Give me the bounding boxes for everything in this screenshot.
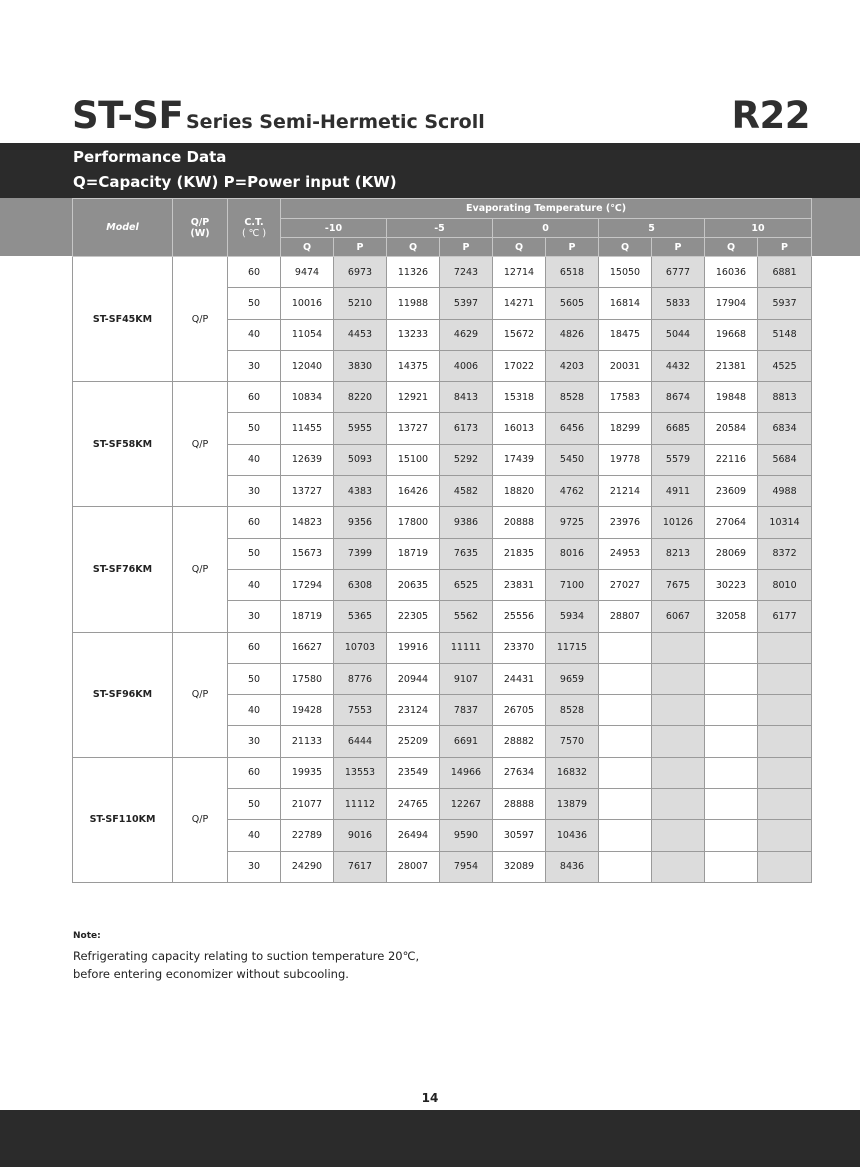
evap-temp-header: Evaporating Temperature (℃) xyxy=(281,199,812,219)
capacity-value-cell: 9474 xyxy=(281,257,334,288)
capacity-value-cell: 19935 xyxy=(281,757,334,788)
ct-header-unit: ( ℃ ) xyxy=(241,227,267,239)
power-value-cell: 4911 xyxy=(652,476,705,507)
power-value-cell: 13879 xyxy=(546,789,599,820)
capacity-value-cell: 15672 xyxy=(493,319,546,350)
power-value-cell: 5934 xyxy=(546,601,599,632)
section-legend: Q=Capacity (KW) P=Power input (KW) xyxy=(73,173,397,191)
power-value-cell xyxy=(758,726,812,757)
power-value-cell: 5292 xyxy=(440,444,493,475)
power-value-cell: 11715 xyxy=(546,632,599,663)
capacity-value-cell: 27064 xyxy=(705,507,758,538)
power-value-cell: 10126 xyxy=(652,507,705,538)
capacity-value-cell: 23831 xyxy=(493,569,546,600)
table-row xyxy=(73,257,812,288)
power-value-cell: 7837 xyxy=(440,695,493,726)
power-value-cell: 9107 xyxy=(440,663,493,694)
p-header-cell: P xyxy=(546,238,599,257)
power-value-cell: 7570 xyxy=(546,726,599,757)
power-value-cell: 7675 xyxy=(652,569,705,600)
power-value-cell: 6444 xyxy=(334,726,387,757)
note-line-2: before entering economizer without subcooling. xyxy=(73,967,349,981)
capacity-value-cell: 15673 xyxy=(281,538,334,569)
capacity-value-cell: 14375 xyxy=(387,350,440,381)
capacity-value-cell: 20888 xyxy=(493,507,546,538)
power-value-cell: 8213 xyxy=(652,538,705,569)
capacity-value-cell: 19778 xyxy=(599,444,652,475)
capacity-value-cell: 15050 xyxy=(599,257,652,288)
q-header-cell: Q xyxy=(599,238,652,257)
power-value-cell xyxy=(758,820,812,851)
ct-cell: 50 xyxy=(228,789,281,820)
power-value-cell: 5148 xyxy=(758,319,812,350)
capacity-value-cell: 23370 xyxy=(493,632,546,663)
capacity-value-cell xyxy=(705,757,758,788)
capacity-value-cell: 14823 xyxy=(281,507,334,538)
ct-cell: 60 xyxy=(228,632,281,663)
evap-temp-cell: 10 xyxy=(705,219,812,238)
power-value-cell xyxy=(652,757,705,788)
power-value-cell: 8528 xyxy=(546,695,599,726)
table-body xyxy=(73,257,812,883)
power-value-cell: 8016 xyxy=(546,538,599,569)
power-value-cell: 8813 xyxy=(758,382,812,413)
capacity-value-cell: 20031 xyxy=(599,350,652,381)
capacity-value-cell: 10016 xyxy=(281,288,334,319)
model-name-cell: ST-SF45KM xyxy=(73,257,173,382)
power-value-cell: 8776 xyxy=(334,663,387,694)
capacity-value-cell: 22789 xyxy=(281,820,334,851)
power-value-cell: 10703 xyxy=(334,632,387,663)
power-value-cell: 8220 xyxy=(334,382,387,413)
power-value-cell: 5093 xyxy=(334,444,387,475)
q-header-cell: Q xyxy=(705,238,758,257)
power-value-cell xyxy=(758,695,812,726)
power-value-cell: 9659 xyxy=(546,663,599,694)
note-label: Note: xyxy=(73,931,101,941)
power-value-cell: 4582 xyxy=(440,476,493,507)
model-name-cell: ST-SF58KM xyxy=(73,382,173,507)
p-header-cell: P xyxy=(440,238,493,257)
capacity-value-cell: 19916 xyxy=(387,632,440,663)
capacity-value-cell: 28807 xyxy=(599,601,652,632)
power-value-cell: 5044 xyxy=(652,319,705,350)
power-value-cell: 6173 xyxy=(440,413,493,444)
capacity-value-cell: 17294 xyxy=(281,569,334,600)
power-value-cell xyxy=(652,695,705,726)
power-value-cell: 4383 xyxy=(334,476,387,507)
power-value-cell: 7243 xyxy=(440,257,493,288)
capacity-value-cell: 20635 xyxy=(387,569,440,600)
power-value-cell: 6308 xyxy=(334,569,387,600)
refrigerant-code: R22 xyxy=(731,94,810,137)
capacity-value-cell: 23549 xyxy=(387,757,440,788)
power-value-cell: 5579 xyxy=(652,444,705,475)
ct-cell: 30 xyxy=(228,851,281,882)
capacity-value-cell: 21214 xyxy=(599,476,652,507)
capacity-value-cell: 23609 xyxy=(705,476,758,507)
capacity-value-cell: 16627 xyxy=(281,632,334,663)
capacity-value-cell: 21381 xyxy=(705,350,758,381)
capacity-value-cell: 27634 xyxy=(493,757,546,788)
capacity-value-cell xyxy=(705,632,758,663)
capacity-value-cell: 17904 xyxy=(705,288,758,319)
ct-cell: 50 xyxy=(228,413,281,444)
capacity-value-cell: 17022 xyxy=(493,350,546,381)
evap-temp-cell: 0 xyxy=(493,219,599,238)
qp-cell: Q/P xyxy=(173,507,228,632)
capacity-value-cell: 12921 xyxy=(387,382,440,413)
ct-cell: 50 xyxy=(228,663,281,694)
power-value-cell: 5605 xyxy=(546,288,599,319)
capacity-value-cell xyxy=(705,663,758,694)
power-value-cell: 9725 xyxy=(546,507,599,538)
capacity-value-cell: 13233 xyxy=(387,319,440,350)
capacity-value-cell: 23976 xyxy=(599,507,652,538)
capacity-value-cell: 20944 xyxy=(387,663,440,694)
capacity-value-cell: 15318 xyxy=(493,382,546,413)
capacity-value-cell: 30223 xyxy=(705,569,758,600)
capacity-value-cell xyxy=(705,820,758,851)
p-header-cell: P xyxy=(758,238,812,257)
qp-cell: Q/P xyxy=(173,632,228,757)
capacity-value-cell: 27027 xyxy=(599,569,652,600)
capacity-value-cell: 13727 xyxy=(281,476,334,507)
ct-cell: 30 xyxy=(228,476,281,507)
table-row xyxy=(73,382,812,413)
capacity-value-cell: 18299 xyxy=(599,413,652,444)
capacity-value-cell: 11054 xyxy=(281,319,334,350)
ct-cell: 60 xyxy=(228,257,281,288)
capacity-value-cell xyxy=(599,789,652,820)
capacity-value-cell: 17580 xyxy=(281,663,334,694)
power-value-cell xyxy=(758,663,812,694)
capacity-value-cell xyxy=(599,632,652,663)
power-value-cell xyxy=(758,851,812,882)
capacity-value-cell: 20584 xyxy=(705,413,758,444)
note-text xyxy=(73,947,473,983)
power-value-cell: 6691 xyxy=(440,726,493,757)
power-value-cell: 11112 xyxy=(334,789,387,820)
power-value-cell: 4453 xyxy=(334,319,387,350)
power-value-cell: 6518 xyxy=(546,257,599,288)
capacity-value-cell xyxy=(599,757,652,788)
capacity-value-cell: 24953 xyxy=(599,538,652,569)
capacity-value-cell: 16814 xyxy=(599,288,652,319)
qp-cell: Q/P xyxy=(173,757,228,882)
power-value-cell xyxy=(652,820,705,851)
capacity-value-cell: 32089 xyxy=(493,851,546,882)
series-code: ST-SF xyxy=(72,94,184,137)
power-value-cell: 5955 xyxy=(334,413,387,444)
power-value-cell: 4432 xyxy=(652,350,705,381)
qp-header-unit: (W) xyxy=(190,227,210,239)
power-value-cell xyxy=(652,726,705,757)
capacity-value-cell: 26494 xyxy=(387,820,440,851)
power-value-cell xyxy=(758,632,812,663)
ct-cell: 40 xyxy=(228,569,281,600)
capacity-value-cell: 32058 xyxy=(705,601,758,632)
evap-temp-cell: -10 xyxy=(281,219,387,238)
power-value-cell: 4525 xyxy=(758,350,812,381)
ct-cell: 40 xyxy=(228,820,281,851)
power-value-cell: 6067 xyxy=(652,601,705,632)
power-value-cell: 6834 xyxy=(758,413,812,444)
capacity-value-cell: 24765 xyxy=(387,789,440,820)
capacity-value-cell: 14271 xyxy=(493,288,546,319)
table-head xyxy=(73,199,812,257)
capacity-value-cell: 17583 xyxy=(599,382,652,413)
capacity-value-cell: 26705 xyxy=(493,695,546,726)
power-value-cell: 3830 xyxy=(334,350,387,381)
p-header-cell: P xyxy=(652,238,705,257)
power-value-cell xyxy=(758,789,812,820)
capacity-value-cell xyxy=(599,851,652,882)
capacity-value-cell: 17800 xyxy=(387,507,440,538)
power-value-cell: 11111 xyxy=(440,632,493,663)
power-value-cell xyxy=(652,663,705,694)
page-header xyxy=(72,94,812,140)
model-name-cell: ST-SF76KM xyxy=(73,507,173,632)
power-value-cell: 10436 xyxy=(546,820,599,851)
capacity-value-cell: 16013 xyxy=(493,413,546,444)
qp-cell: Q/P xyxy=(173,257,228,382)
power-value-cell: 8436 xyxy=(546,851,599,882)
performance-table xyxy=(72,198,812,883)
power-value-cell: 6973 xyxy=(334,257,387,288)
ct-cell: 40 xyxy=(228,444,281,475)
capacity-value-cell: 16426 xyxy=(387,476,440,507)
capacity-value-cell: 12040 xyxy=(281,350,334,381)
ct-cell: 40 xyxy=(228,695,281,726)
power-value-cell: 7553 xyxy=(334,695,387,726)
power-value-cell xyxy=(652,851,705,882)
ct-cell: 60 xyxy=(228,757,281,788)
model-column-header: Model xyxy=(73,199,173,257)
capacity-value-cell: 28007 xyxy=(387,851,440,882)
power-value-cell: 7617 xyxy=(334,851,387,882)
section-title: Performance Data xyxy=(73,148,227,166)
qp-column-header xyxy=(173,199,228,257)
capacity-value-cell: 21835 xyxy=(493,538,546,569)
capacity-value-cell: 11455 xyxy=(281,413,334,444)
power-value-cell: 5562 xyxy=(440,601,493,632)
footer-band xyxy=(0,1110,860,1167)
capacity-value-cell: 28888 xyxy=(493,789,546,820)
capacity-value-cell: 18475 xyxy=(599,319,652,350)
capacity-value-cell: 11326 xyxy=(387,257,440,288)
power-value-cell: 5397 xyxy=(440,288,493,319)
capacity-value-cell xyxy=(599,726,652,757)
table-row xyxy=(73,632,812,663)
series-name: Series Semi-Hermetic Scroll xyxy=(186,111,485,133)
power-value-cell: 5450 xyxy=(546,444,599,475)
model-name-cell: ST-SF110KM xyxy=(73,757,173,882)
capacity-value-cell: 30597 xyxy=(493,820,546,851)
capacity-value-cell: 13727 xyxy=(387,413,440,444)
capacity-value-cell: 18820 xyxy=(493,476,546,507)
capacity-value-cell: 19428 xyxy=(281,695,334,726)
capacity-value-cell xyxy=(599,695,652,726)
power-value-cell: 4006 xyxy=(440,350,493,381)
capacity-value-cell xyxy=(705,695,758,726)
capacity-value-cell: 28069 xyxy=(705,538,758,569)
power-value-cell: 14966 xyxy=(440,757,493,788)
capacity-value-cell: 24431 xyxy=(493,663,546,694)
capacity-value-cell: 12639 xyxy=(281,444,334,475)
capacity-value-cell: 16036 xyxy=(705,257,758,288)
capacity-value-cell: 23124 xyxy=(387,695,440,726)
capacity-value-cell: 17439 xyxy=(493,444,546,475)
power-value-cell: 7635 xyxy=(440,538,493,569)
power-value-cell: 8674 xyxy=(652,382,705,413)
power-value-cell: 5684 xyxy=(758,444,812,475)
capacity-value-cell: 24290 xyxy=(281,851,334,882)
power-value-cell: 6177 xyxy=(758,601,812,632)
capacity-value-cell xyxy=(705,789,758,820)
capacity-value-cell: 19668 xyxy=(705,319,758,350)
power-value-cell: 10314 xyxy=(758,507,812,538)
power-value-cell: 9386 xyxy=(440,507,493,538)
table-row xyxy=(73,757,812,788)
table-row xyxy=(73,507,812,538)
power-value-cell: 7399 xyxy=(334,538,387,569)
power-value-cell: 6456 xyxy=(546,413,599,444)
capacity-value-cell: 22116 xyxy=(705,444,758,475)
power-value-cell: 4988 xyxy=(758,476,812,507)
ct-cell: 30 xyxy=(228,350,281,381)
q-header-cell: Q xyxy=(387,238,440,257)
capacity-value-cell: 12714 xyxy=(493,257,546,288)
power-value-cell: 13553 xyxy=(334,757,387,788)
capacity-value-cell: 10834 xyxy=(281,382,334,413)
power-value-cell xyxy=(652,789,705,820)
capacity-value-cell: 25556 xyxy=(493,601,546,632)
power-value-cell: 8413 xyxy=(440,382,493,413)
evap-temp-cell: -5 xyxy=(387,219,493,238)
power-value-cell: 7954 xyxy=(440,851,493,882)
power-value-cell: 5365 xyxy=(334,601,387,632)
power-value-cell: 9356 xyxy=(334,507,387,538)
power-value-cell: 4826 xyxy=(546,319,599,350)
power-value-cell: 5833 xyxy=(652,288,705,319)
ct-cell: 30 xyxy=(228,726,281,757)
section-banner xyxy=(0,143,860,198)
capacity-value-cell: 21077 xyxy=(281,789,334,820)
power-value-cell xyxy=(758,757,812,788)
power-value-cell: 16832 xyxy=(546,757,599,788)
power-value-cell: 6525 xyxy=(440,569,493,600)
power-value-cell: 6881 xyxy=(758,257,812,288)
ct-cell: 60 xyxy=(228,507,281,538)
power-value-cell: 9590 xyxy=(440,820,493,851)
capacity-value-cell: 22305 xyxy=(387,601,440,632)
model-name-cell: ST-SF96KM xyxy=(73,632,173,757)
capacity-value-cell: 25209 xyxy=(387,726,440,757)
capacity-value-cell: 28882 xyxy=(493,726,546,757)
power-value-cell: 5210 xyxy=(334,288,387,319)
capacity-value-cell: 18719 xyxy=(281,601,334,632)
q-header-cell: Q xyxy=(493,238,546,257)
power-value-cell: 4762 xyxy=(546,476,599,507)
capacity-value-cell xyxy=(599,663,652,694)
power-value-cell: 8010 xyxy=(758,569,812,600)
capacity-value-cell: 21133 xyxy=(281,726,334,757)
power-value-cell: 6777 xyxy=(652,257,705,288)
power-value-cell: 7100 xyxy=(546,569,599,600)
ct-column-header xyxy=(228,199,281,257)
power-value-cell: 9016 xyxy=(334,820,387,851)
capacity-value-cell: 18719 xyxy=(387,538,440,569)
page-number: 14 xyxy=(421,1091,439,1105)
capacity-value-cell: 11988 xyxy=(387,288,440,319)
ct-cell: 50 xyxy=(228,538,281,569)
capacity-value-cell xyxy=(599,820,652,851)
ct-cell: 60 xyxy=(228,382,281,413)
power-value-cell xyxy=(652,632,705,663)
capacity-value-cell xyxy=(705,726,758,757)
power-value-cell: 6685 xyxy=(652,413,705,444)
ct-header-label: C.T. xyxy=(244,216,264,228)
power-value-cell: 5937 xyxy=(758,288,812,319)
capacity-value-cell: 15100 xyxy=(387,444,440,475)
note-line-1: Refrigerating capacity relating to suction temperature 20℃, xyxy=(73,949,420,963)
qp-cell: Q/P xyxy=(173,382,228,507)
ct-cell: 50 xyxy=(228,288,281,319)
q-header-cell: Q xyxy=(281,238,334,257)
power-value-cell: 4203 xyxy=(546,350,599,381)
qp-header-label: Q/P xyxy=(190,216,210,228)
ct-cell: 40 xyxy=(228,319,281,350)
ct-cell: 30 xyxy=(228,601,281,632)
power-value-cell: 8528 xyxy=(546,382,599,413)
power-value-cell: 12267 xyxy=(440,789,493,820)
power-value-cell: 8372 xyxy=(758,538,812,569)
evap-temp-cell: 5 xyxy=(599,219,705,238)
capacity-value-cell xyxy=(705,851,758,882)
p-header-cell: P xyxy=(334,238,387,257)
power-value-cell: 4629 xyxy=(440,319,493,350)
capacity-value-cell: 19848 xyxy=(705,382,758,413)
